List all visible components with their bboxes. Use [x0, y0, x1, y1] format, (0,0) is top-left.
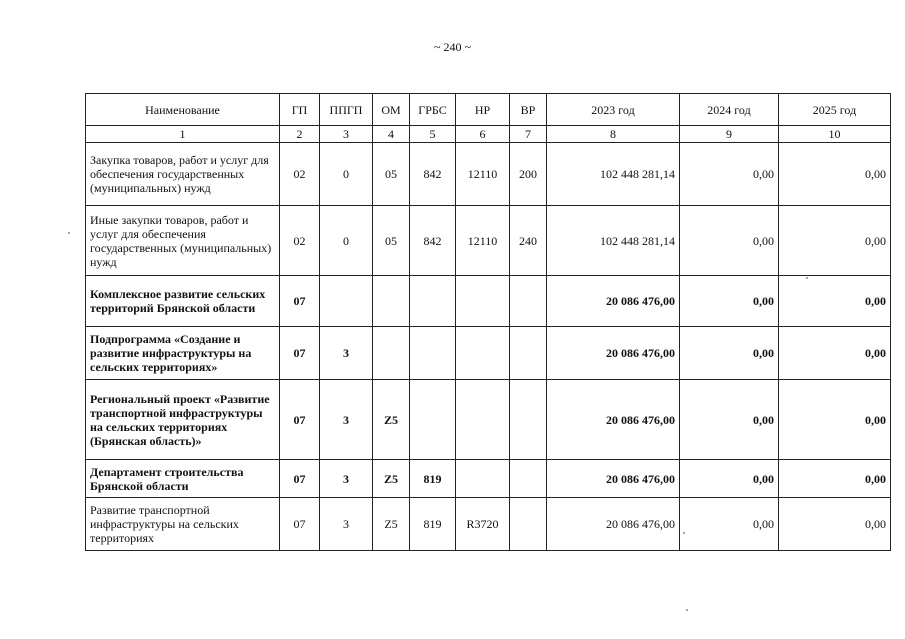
ppgp-cell: 3: [320, 460, 373, 498]
table-row: [86, 460, 891, 498]
column-number: 9: [680, 126, 779, 143]
gp-cell: 02: [280, 206, 320, 276]
vr-cell: [510, 460, 547, 498]
amount-2023-cell: 20 086 476,00: [547, 327, 680, 380]
page-number: ~ 240 ~: [434, 40, 471, 54]
vr-cell: 240: [510, 206, 547, 276]
amount-2025-cell: 0,00: [779, 498, 891, 551]
name-cell: Департамент строительства Брянской области: [86, 460, 280, 498]
nr-cell: [456, 380, 510, 460]
amount-2023-cell: 102 448 281,14: [547, 143, 680, 206]
vr-cell: [510, 498, 547, 551]
header-row: [86, 94, 891, 126]
gp-cell: 07: [280, 460, 320, 498]
scan-speck: [683, 532, 685, 534]
grbs-cell: [410, 276, 456, 327]
table-row: [86, 498, 891, 551]
vr-cell: [510, 380, 547, 460]
column-number: 7: [510, 126, 547, 143]
header-2023: 2023 год: [547, 94, 680, 126]
vr-cell: [510, 327, 547, 380]
header-nr: НР: [456, 94, 510, 126]
amount-2024-cell: 0,00: [680, 327, 779, 380]
nr-cell: R3720: [456, 498, 510, 551]
amount-2024-cell: 0,00: [680, 380, 779, 460]
grbs-cell: 819: [410, 460, 456, 498]
amount-2025-cell: 0,00: [779, 276, 891, 327]
column-number: 6: [456, 126, 510, 143]
header-2024: 2024 год: [680, 94, 779, 126]
table-row: [86, 380, 891, 460]
nr-cell: 12110: [456, 206, 510, 276]
amount-2024-cell: 0,00: [680, 206, 779, 276]
header-vr: ВР: [510, 94, 547, 126]
ppgp-cell: 3: [320, 380, 373, 460]
column-number-row: [86, 126, 891, 143]
column-number: 10: [779, 126, 891, 143]
gp-cell: 07: [280, 380, 320, 460]
budget-table: [85, 93, 891, 551]
ppgp-cell: 0: [320, 206, 373, 276]
amount-2023-cell: 102 448 281,14: [547, 206, 680, 276]
table-row: [86, 143, 891, 206]
header-gp: ГП: [280, 94, 320, 126]
om-cell: Z5: [373, 380, 410, 460]
header-ppgp: ППГП: [320, 94, 373, 126]
ppgp-cell: 3: [320, 498, 373, 551]
ppgp-cell: 0: [320, 143, 373, 206]
om-cell: [373, 276, 410, 327]
amount-2024-cell: 0,00: [680, 276, 779, 327]
ppgp-cell: 3: [320, 327, 373, 380]
nr-cell: [456, 460, 510, 498]
column-number: 8: [547, 126, 680, 143]
table-row: [86, 276, 891, 327]
name-cell: Региональный проект «Развитие транспортной инфраструктуры на сельских территориях (Брянская область)»: [86, 380, 280, 460]
gp-cell: 07: [280, 327, 320, 380]
amount-2024-cell: 0,00: [680, 460, 779, 498]
amount-2023-cell: 20 086 476,00: [547, 498, 680, 551]
column-number: 4: [373, 126, 410, 143]
scan-speck: [806, 277, 808, 279]
amount-2025-cell: 0,00: [779, 206, 891, 276]
name-cell: Иные закупки товаров, работ и услуг для обеспечения государственных (муниципальных) нужд: [86, 206, 280, 276]
grbs-cell: [410, 380, 456, 460]
gp-cell: 07: [280, 276, 320, 327]
nr-cell: [456, 327, 510, 380]
column-number: 5: [410, 126, 456, 143]
om-cell: Z5: [373, 498, 410, 551]
column-number: 3: [320, 126, 373, 143]
amount-2025-cell: 0,00: [779, 143, 891, 206]
amount-2025-cell: 0,00: [779, 460, 891, 498]
scan-speck: [68, 232, 70, 234]
grbs-cell: 842: [410, 206, 456, 276]
gp-cell: 07: [280, 498, 320, 551]
amount-2024-cell: 0,00: [680, 143, 779, 206]
table-row: [86, 206, 891, 276]
amount-2023-cell: 20 086 476,00: [547, 460, 680, 498]
om-cell: [373, 327, 410, 380]
om-cell: 05: [373, 206, 410, 276]
name-cell: Комплексное развитие сельских территорий Брянской области: [86, 276, 280, 327]
column-number: 1: [86, 126, 280, 143]
gp-cell: 02: [280, 143, 320, 206]
amount-2023-cell: 20 086 476,00: [547, 276, 680, 327]
ppgp-cell: [320, 276, 373, 327]
amount-2023-cell: 20 086 476,00: [547, 380, 680, 460]
header-grbs: ГРБС: [410, 94, 456, 126]
om-cell: Z5: [373, 460, 410, 498]
grbs-cell: 819: [410, 498, 456, 551]
table-row: [86, 327, 891, 380]
nr-cell: [456, 276, 510, 327]
header-om: ОМ: [373, 94, 410, 126]
name-cell: Закупка товаров, работ и услуг для обеспечения государственных (муниципальных) нужд: [86, 143, 280, 206]
header-name: Наименование: [86, 94, 280, 126]
header-2025: 2025 год: [779, 94, 891, 126]
vr-cell: 200: [510, 143, 547, 206]
name-cell: Подпрограмма «Создание и развитие инфраструктуры на сельских территориях»: [86, 327, 280, 380]
nr-cell: 12110: [456, 143, 510, 206]
amount-2024-cell: 0,00: [680, 498, 779, 551]
grbs-cell: [410, 327, 456, 380]
amount-2025-cell: 0,00: [779, 327, 891, 380]
scan-speck: [686, 609, 688, 611]
om-cell: 05: [373, 143, 410, 206]
vr-cell: [510, 276, 547, 327]
name-cell: Развитие транспортной инфраструктуры на сельских территориях: [86, 498, 280, 551]
column-number: 2: [280, 126, 320, 143]
amount-2025-cell: 0,00: [779, 380, 891, 460]
grbs-cell: 842: [410, 143, 456, 206]
